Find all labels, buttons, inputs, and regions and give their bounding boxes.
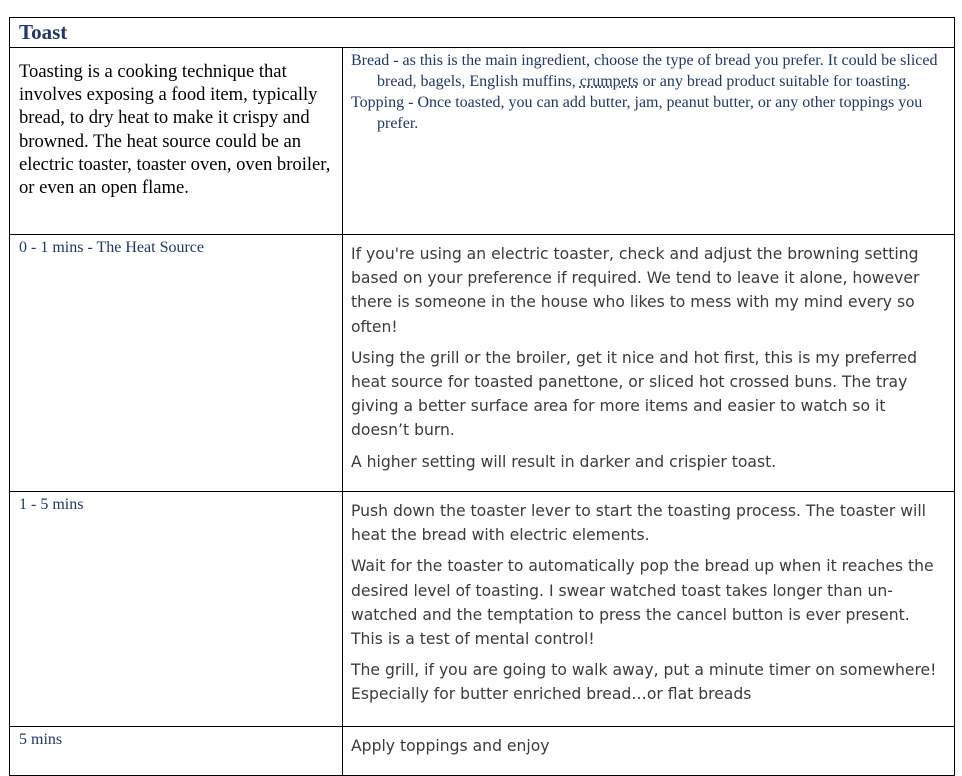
step-instructions [343, 492, 955, 727]
step-row [10, 492, 955, 727]
step-paragraph: Using the grill or the broiler, get it nice and hot first, this is my preferred heat source for toasted panettone, or sliced hot crossed buns. The tray giving a better surface area for more items and easier to watch so it doesn’t burn. [351, 348, 917, 440]
ingredient-name: Topping [351, 94, 405, 111]
step-row [10, 727, 955, 776]
ingredient-topping [351, 92, 946, 134]
step-time: 1 - 5 mins [10, 492, 343, 727]
step-paragraph: The grill, if you are going to walk away, put a minute timer on somewhere! Especially for butter enriched bread…or flat breads [351, 661, 937, 704]
step-time: 5 mins [10, 727, 343, 776]
intro-row [10, 48, 955, 235]
ingredient-text: - as this is the main ingredient, choose the type of bread you prefer. It could be sliced bread, bagels, English muffins, [377, 52, 938, 90]
intro-text: Toasting is a cooking technique that involves exposing a food item, typically bread, to dry heat to make it crispy and browned. The heat source could be an electric toaster, toaster oven, oven broiler, or even an open flame. [10, 48, 343, 235]
title-row [10, 18, 955, 48]
step-instructions [343, 727, 955, 776]
step-instructions [343, 235, 955, 492]
step-paragraph: Push down the toaster lever to start the toasting process. The toaster will heat the bread with electric elements. [351, 502, 926, 545]
ingredient-name: Bread [351, 52, 390, 69]
recipe-table [9, 17, 955, 776]
recipe-title: Toast [10, 18, 955, 48]
ingredient-text: - Once toasted, you can add butter, jam, peanut butter, or any other toppings you prefer. [377, 94, 923, 132]
step-paragraph: A higher setting will result in darker and crispier toast. [351, 452, 777, 471]
step-paragraph: Apply toppings and enjoy [351, 737, 550, 755]
step-row [10, 235, 955, 492]
step-paragraph: Wait for the toaster to automatically pop the bread up when it reaches the desired level of toasting. I swear watched toast takes longer than un-watched and the temptation to press the cancel button is ever present. This is a test of mental control! [351, 557, 934, 649]
step-time: 0 - 1 mins - The Heat Source [10, 235, 343, 492]
ingredients-cell [343, 48, 955, 235]
ingredient-bread [351, 50, 946, 92]
step-paragraph: If you're using an electric toaster, check and adjust the browning setting based on your preference if required. We tend to leave it alone, however there is someone in the house who likes to mess with my mind every so often! [351, 245, 920, 336]
ingredient-text: or any bread product suitable for toasting. [638, 73, 911, 90]
underlined-word: crumpets [579, 73, 639, 90]
